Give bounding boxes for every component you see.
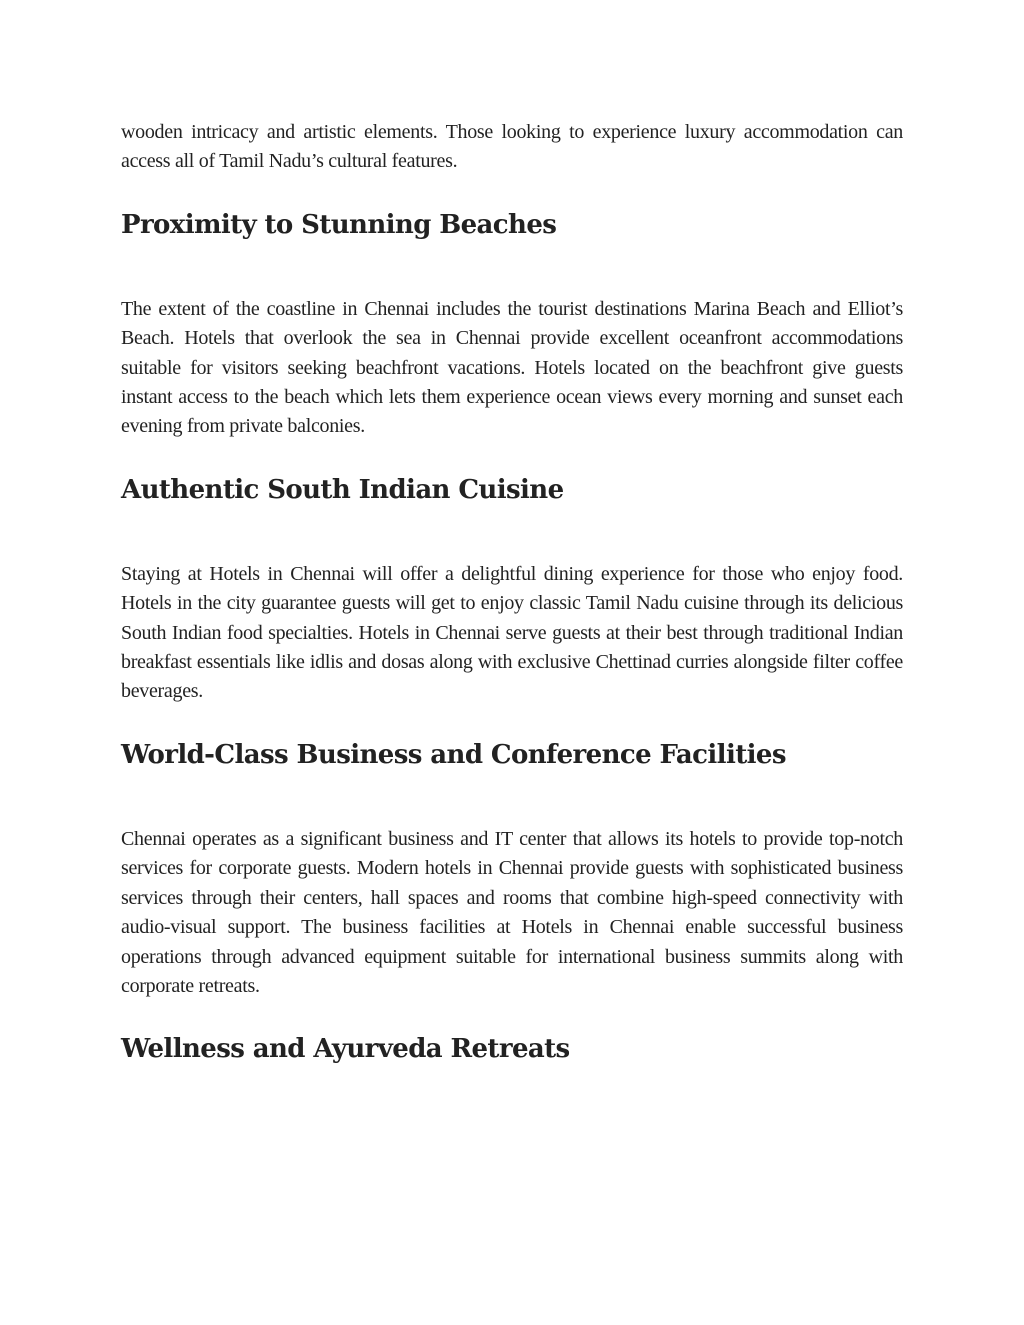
section-paragraph-beaches: The extent of the coastline in Chennai includes the tourist destinations Marina Beach and Elliot’s Beach. Hotels that overlook the sea in Chennai provide excellent oceanfront accommodations suitable for visitors seeking beachfront vacations. Hotels located on the beachfront give guests instant access to the beach which lets them experience ocean views every morning and sunset each evening from private balconies.: [121, 297, 903, 438]
section-paragraph-business: Chennai operates as a significant business and IT center that allows its hotels to provide top-notch services for corporate guests. Modern hotels in Chennai provide guests with sophisticated business services through their centers, hall spaces and rooms that combine high-speed connectivity with audio-visual support. The business facilities at Hotels in Chennai enable successful business operations through advanced equipment suitable for international business summits along with corporate retreats.: [121, 827, 903, 997]
document-page: [121, 118, 903, 1066]
intro-paragraph: wooden intricacy and artistic elements. Those looking to experience luxury accommodation can access all of Tamil Nadu’s cultural features.: [121, 121, 903, 173]
section-paragraph-cuisine: Staying at Hotels in Chennai will offer a delightful dining experience for those who enjoy food. Hotels in the city guarantee guests will get to enjoy classic Tamil Nadu cuisine through its delicious South Indian food specialties. Hotels in Chennai serve guests at their best through traditional Indian breakfast essentials like idlis and dosas along with exclusive Chettinad curries alongside filter coffee beverages.: [121, 562, 903, 703]
section-heading-beaches: Proximity to Stunning Beaches: [121, 209, 557, 240]
section-heading-cuisine: Authentic South Indian Cuisine: [121, 474, 564, 505]
section-heading-business: World-Class Business and Conference Facilities: [121, 739, 786, 770]
section-heading-wellness: Wellness and Ayurveda Retreats: [121, 1034, 570, 1065]
